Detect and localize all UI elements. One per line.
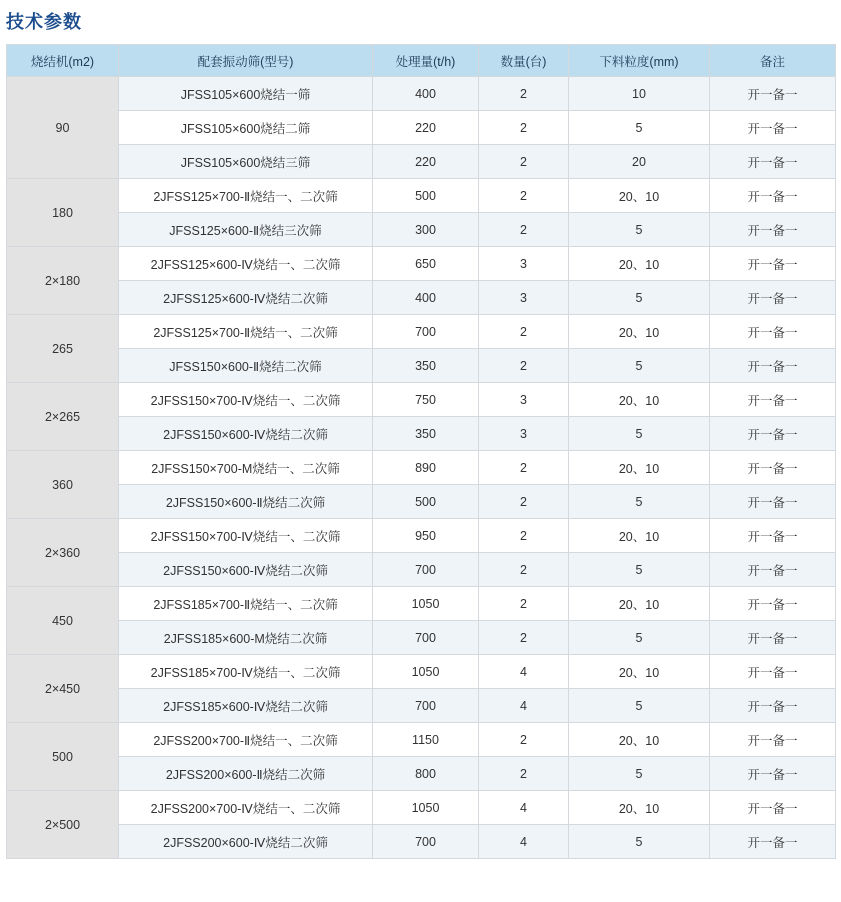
cell-screen-model: 2JFSS200×700-Ⅳ烧结一、二次筛 [119, 791, 373, 825]
cell-particle-size: 5 [569, 757, 710, 791]
table-row [7, 247, 836, 281]
table-row [7, 621, 836, 655]
cell-quantity: 3 [479, 247, 569, 281]
cell-particle-size: 5 [569, 111, 710, 145]
table-row [7, 111, 836, 145]
cell-quantity: 4 [479, 791, 569, 825]
cell-quantity: 2 [479, 723, 569, 757]
cell-particle-size: 5 [569, 417, 710, 451]
cell-screen-model: JFSS105×600烧结二筛 [119, 111, 373, 145]
cell-quantity: 3 [479, 417, 569, 451]
cell-screen-model: 2JFSS150×700-Ⅳ烧结一、二次筛 [119, 519, 373, 553]
cell-quantity: 2 [479, 519, 569, 553]
table-body [7, 77, 836, 859]
page-title: 技术参数 [6, 12, 82, 32]
cell-screen-model: 2JFSS200×600-Ⅱ烧结二次筛 [119, 757, 373, 791]
cell-particle-size: 5 [569, 689, 710, 723]
table-row [7, 451, 836, 485]
cell-screen-model: 2JFSS125×700-Ⅱ烧结一、二次筛 [119, 315, 373, 349]
cell-capacity: 700 [373, 315, 479, 349]
cell-remark: 开一备一 [710, 791, 836, 825]
table-header-row [7, 45, 836, 77]
cell-sinter-machine: 180 [7, 179, 119, 247]
cell-capacity: 500 [373, 179, 479, 213]
cell-remark: 开一备一 [710, 417, 836, 451]
cell-screen-model: 2JFSS200×600-Ⅳ烧结二次筛 [119, 825, 373, 859]
cell-remark: 开一备一 [710, 689, 836, 723]
technical-parameters-table [6, 44, 836, 859]
cell-remark: 开一备一 [710, 553, 836, 587]
cell-capacity: 400 [373, 281, 479, 315]
cell-quantity: 2 [479, 145, 569, 179]
cell-particle-size: 20、10 [569, 723, 710, 757]
table-row [7, 519, 836, 553]
cell-capacity: 1050 [373, 587, 479, 621]
cell-particle-size: 20、10 [569, 791, 710, 825]
cell-remark: 开一备一 [710, 485, 836, 519]
cell-quantity: 4 [479, 655, 569, 689]
cell-sinter-machine: 2×265 [7, 383, 119, 451]
cell-quantity: 2 [479, 179, 569, 213]
cell-screen-model: 2JFSS125×700-Ⅱ烧结一、二次筛 [119, 179, 373, 213]
cell-quantity: 2 [479, 587, 569, 621]
cell-sinter-machine: 2×180 [7, 247, 119, 315]
cell-capacity: 220 [373, 111, 479, 145]
cell-remark: 开一备一 [710, 145, 836, 179]
cell-sinter-machine: 265 [7, 315, 119, 383]
table-row [7, 77, 836, 111]
cell-particle-size: 20 [569, 145, 710, 179]
column-header-sinter-machine: 烧结机(m2) [7, 45, 119, 77]
cell-remark: 开一备一 [710, 587, 836, 621]
column-header-capacity: 处理量(t/h) [373, 45, 479, 77]
cell-capacity: 700 [373, 825, 479, 859]
table-row [7, 213, 836, 247]
table-row [7, 315, 836, 349]
cell-screen-model: 2JFSS150×600-Ⅳ烧结二次筛 [119, 417, 373, 451]
cell-quantity: 2 [479, 315, 569, 349]
cell-capacity: 700 [373, 553, 479, 587]
table-row [7, 179, 836, 213]
cell-remark: 开一备一 [710, 77, 836, 111]
table-row [7, 281, 836, 315]
cell-capacity: 220 [373, 145, 479, 179]
cell-particle-size: 20、10 [569, 179, 710, 213]
cell-sinter-machine: 90 [7, 77, 119, 179]
cell-quantity: 2 [479, 111, 569, 145]
cell-screen-model: JFSS105×600烧结三筛 [119, 145, 373, 179]
cell-particle-size: 5 [569, 281, 710, 315]
cell-particle-size: 5 [569, 349, 710, 383]
cell-remark: 开一备一 [710, 621, 836, 655]
cell-particle-size: 5 [569, 213, 710, 247]
table-row [7, 417, 836, 451]
cell-capacity: 500 [373, 485, 479, 519]
cell-screen-model: 2JFSS200×700-Ⅱ烧结一、二次筛 [119, 723, 373, 757]
cell-particle-size: 5 [569, 825, 710, 859]
cell-screen-model: 2JFSS125×600-Ⅳ烧结一、二次筛 [119, 247, 373, 281]
cell-screen-model: 2JFSS150×600-Ⅳ烧结二次筛 [119, 553, 373, 587]
cell-quantity: 2 [479, 349, 569, 383]
table-row [7, 485, 836, 519]
cell-screen-model: 2JFSS185×700-Ⅱ烧结一、二次筛 [119, 587, 373, 621]
cell-particle-size: 20、10 [569, 655, 710, 689]
cell-particle-size: 20、10 [569, 315, 710, 349]
cell-remark: 开一备一 [710, 757, 836, 791]
cell-particle-size: 20、10 [569, 383, 710, 417]
cell-capacity: 1050 [373, 655, 479, 689]
cell-screen-model: 2JFSS125×600-Ⅳ烧结二次筛 [119, 281, 373, 315]
cell-quantity: 2 [479, 213, 569, 247]
table-row [7, 553, 836, 587]
cell-particle-size: 20、10 [569, 451, 710, 485]
cell-quantity: 2 [479, 757, 569, 791]
cell-capacity: 950 [373, 519, 479, 553]
cell-particle-size: 20、10 [569, 587, 710, 621]
table-row [7, 383, 836, 417]
cell-capacity: 700 [373, 689, 479, 723]
column-header-remark: 备注 [710, 45, 836, 77]
cell-screen-model: JFSS105×600烧结一筛 [119, 77, 373, 111]
table-header [7, 45, 836, 77]
cell-sinter-machine: 500 [7, 723, 119, 791]
cell-capacity: 650 [373, 247, 479, 281]
cell-particle-size: 5 [569, 553, 710, 587]
table-row [7, 791, 836, 825]
cell-remark: 开一备一 [710, 213, 836, 247]
cell-remark: 开一备一 [710, 349, 836, 383]
cell-sinter-machine: 450 [7, 587, 119, 655]
column-header-screen-model: 配套振动筛(型号) [119, 45, 373, 77]
cell-screen-model: 2JFSS185×700-Ⅳ烧结一、二次筛 [119, 655, 373, 689]
column-header-particle-size: 下料粒度(mm) [569, 45, 710, 77]
cell-screen-model: 2JFSS185×600-M烧结二次筛 [119, 621, 373, 655]
cell-particle-size: 20、10 [569, 247, 710, 281]
cell-quantity: 2 [479, 621, 569, 655]
cell-remark: 开一备一 [710, 179, 836, 213]
cell-screen-model: 2JFSS150×700-Ⅳ烧结一、二次筛 [119, 383, 373, 417]
cell-quantity: 3 [479, 383, 569, 417]
cell-quantity: 2 [479, 451, 569, 485]
cell-screen-model: 2JFSS185×600-Ⅳ烧结二次筛 [119, 689, 373, 723]
cell-quantity: 2 [479, 553, 569, 587]
cell-sinter-machine: 2×360 [7, 519, 119, 587]
cell-capacity: 750 [373, 383, 479, 417]
cell-screen-model: 2JFSS150×600-Ⅱ烧结二次筛 [119, 485, 373, 519]
cell-remark: 开一备一 [710, 111, 836, 145]
table-row [7, 825, 836, 859]
cell-sinter-machine: 360 [7, 451, 119, 519]
cell-particle-size: 5 [569, 621, 710, 655]
cell-remark: 开一备一 [710, 723, 836, 757]
cell-remark: 开一备一 [710, 383, 836, 417]
cell-screen-model: JFSS125×600-Ⅱ烧结三次筛 [119, 213, 373, 247]
table-row [7, 723, 836, 757]
cell-screen-model: 2JFSS150×700-M烧结一、二次筛 [119, 451, 373, 485]
cell-remark: 开一备一 [710, 247, 836, 281]
cell-capacity: 700 [373, 621, 479, 655]
cell-remark: 开一备一 [710, 451, 836, 485]
cell-screen-model: JFSS150×600-Ⅱ烧结二次筛 [119, 349, 373, 383]
column-header-quantity: 数量(台) [479, 45, 569, 77]
cell-sinter-machine: 2×450 [7, 655, 119, 723]
cell-quantity: 2 [479, 77, 569, 111]
cell-remark: 开一备一 [710, 519, 836, 553]
cell-remark: 开一备一 [710, 315, 836, 349]
cell-quantity: 4 [479, 689, 569, 723]
cell-capacity: 800 [373, 757, 479, 791]
cell-capacity: 300 [373, 213, 479, 247]
cell-quantity: 3 [479, 281, 569, 315]
cell-particle-size: 5 [569, 485, 710, 519]
table-row [7, 587, 836, 621]
cell-capacity: 890 [373, 451, 479, 485]
cell-remark: 开一备一 [710, 655, 836, 689]
cell-capacity: 1150 [373, 723, 479, 757]
table-row [7, 689, 836, 723]
cell-particle-size: 10 [569, 77, 710, 111]
table-row [7, 349, 836, 383]
cell-sinter-machine: 2×500 [7, 791, 119, 859]
cell-particle-size: 20、10 [569, 519, 710, 553]
cell-quantity: 4 [479, 825, 569, 859]
cell-capacity: 1050 [373, 791, 479, 825]
table-row [7, 655, 836, 689]
cell-capacity: 350 [373, 417, 479, 451]
table-row [7, 757, 836, 791]
cell-remark: 开一备一 [710, 281, 836, 315]
cell-capacity: 350 [373, 349, 479, 383]
table-row [7, 145, 836, 179]
cell-remark: 开一备一 [710, 825, 836, 859]
cell-capacity: 400 [373, 77, 479, 111]
cell-quantity: 2 [479, 485, 569, 519]
